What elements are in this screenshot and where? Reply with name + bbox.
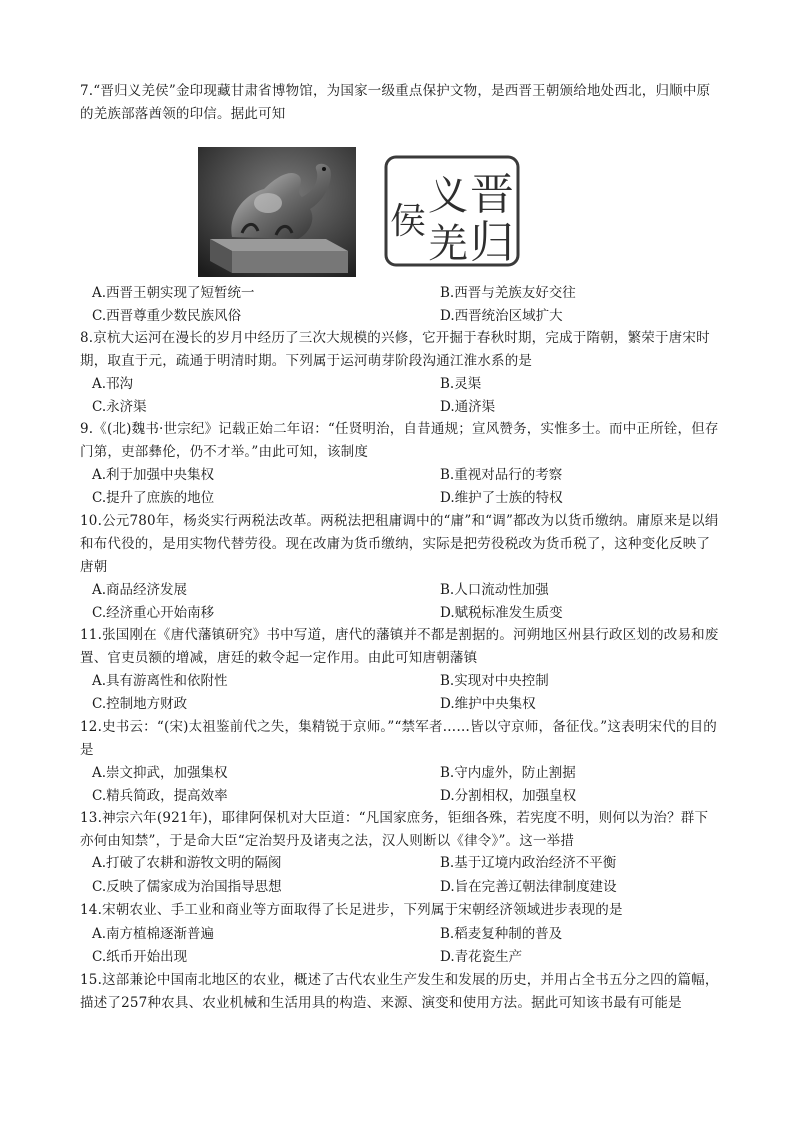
q14-option-a: A.南方植棉逐渐普遍 [92,926,215,942]
question-10-stem: 10.公元780年，杨炎实行两税法改革。两税法把租庸调中的“庸”和“调”都改为以货币缴纳。庸原来是以绢和布代役的，是用实物代替劳役。现在改庸为货币缴纳，实际是把劳役税改为货币税了，这种变化反映了唐朝 [80,513,719,575]
question-7-stem: 7.“晋归义羌侯”金印现藏甘肃省博物馆，为国家一级重点保护文物，是西晋王朝颁给地处西北，归顺中原的羌族部落酋领的印信。据此可知 [80,83,711,122]
seal-char-5: 侯 [389,201,427,242]
question-7-figures [198,147,558,277]
seal-char-1: 晋 [470,169,514,220]
q9-option-d: D.维护了士族的特权 [440,490,563,506]
question-8-stem: 8.京杭大运河在漫长的岁月中经历了三次大规模的兴修，它开掘于春秋时期，完成于隋朝，繁荣于唐宋时期，取直于元，疏通于明清时期。下列属于运河萌芽阶段沟通江淮水系的是 [80,330,710,369]
q13-option-a: A.打破了农耕和游牧文明的隔阂 [92,855,282,871]
q8-option-d: D.通济渠 [440,399,496,415]
q12-option-c: C.精兵简政，提高效率 [92,788,228,804]
question-14-stem: 14.宋朝农业、手工业和商业等方面取得了长足进步，下列属于宋朝经济领域进步表现的是 [80,902,623,918]
q10-option-c: C.经济重心开始南移 [92,605,215,621]
q8-option-c: C.永济渠 [92,399,147,415]
q8-option-b: B.灵渠 [440,376,482,392]
q13-option-c: C.反映了儒家成为治国指导思想 [92,879,282,895]
q10-option-a: A.商品经济发展 [92,582,188,598]
q14-option-c: C.纸币开始出现 [92,949,188,965]
seal-imprint [382,153,522,269]
q11-option-c: C.控制地方财政 [92,696,188,712]
q7-option-a: A.西晋王朝实现了短暂统一 [92,285,255,301]
q13-option-d: D.旨在完善辽朝法律制度建设 [440,879,617,895]
q13-option-b: B.基于辽境内政治经济不平衡 [440,855,617,871]
q9-option-c: C.提升了庶族的地位 [92,490,215,506]
seal-char-2: 归 [470,217,514,268]
q7-option-b: B.西晋与羌族友好交往 [440,285,576,301]
q12-option-b: B.守内虚外，防止割据 [440,765,576,781]
q7-option-c: C.西晋尊重少数民族风俗 [92,308,242,324]
q11-option-d: D.维护中央集权 [440,696,536,712]
q14-option-b: B.稻麦复种制的普及 [440,926,563,942]
q7-option-d: D.西晋统治区域扩大 [440,308,563,324]
q10-option-b: B.人口流动性加强 [440,582,549,598]
seal-char-4: 羌 [428,221,468,267]
question-15-stem: 15.这部兼论中国南北地区的农业，概述了古代农业生产发生和发展的历史，并用占全书五分之四的篇幅，描述了257种农具、农业机械和生活用具的构造、来源、演变和使用方法。据此可知该书最有可能是 [80,972,719,1011]
q12-option-d: D.分割相权，加强皇权 [440,788,577,804]
q8-option-a: A.邗沟 [92,376,134,392]
question-9-stem: 9.《(北)魏书·世宗纪》记载正始二年诏：“任贤明治，自昔通规；宣风赞务，实惟多士。而中正所铨，但存门第，吏部彝伦，仍不才举。”由此可知，该制度 [80,421,719,460]
question-11-stem: 11.张国刚在《唐代藩镇研究》书中写道，唐代的藩镇并不都是割据的。河朔地区州县行政区划的改易和废置、官吏员额的增减，唐廷的敕令起一定作用。由此可知唐朝藩镇 [80,627,719,666]
q14-option-d: D.青花瓷生产 [440,949,523,965]
q10-option-d: D.赋税标准发生质变 [440,605,563,621]
question-12-stem: 12.史书云：“(宋)太祖鉴前代之失，集精锐于京师。”“禁军者……皆以守京师，备征伐。”这表明宋代的目的是 [80,719,718,758]
q11-option-a: A.具有游离性和依附性 [92,673,228,689]
q9-option-b: B.重视对品行的考察 [440,467,563,483]
gold-seal-photo [198,147,356,277]
q11-option-b: B.实现对中央控制 [440,673,549,689]
seal-char-3: 义 [428,173,468,219]
question-13-stem: 13.神宗六年(921年)，耶律阿保机对大臣道：“凡国家庶务，钜细各殊，若宪度不明，则何以为治？群下亦何由知禁”，于是命大臣“定治契丹及诸夷之法，汉人则断以《律令》”。这一举措 [80,810,709,849]
q12-option-a: A.崇文抑武，加强集权 [92,765,228,781]
q9-option-a: A.利于加强中央集权 [92,467,215,483]
